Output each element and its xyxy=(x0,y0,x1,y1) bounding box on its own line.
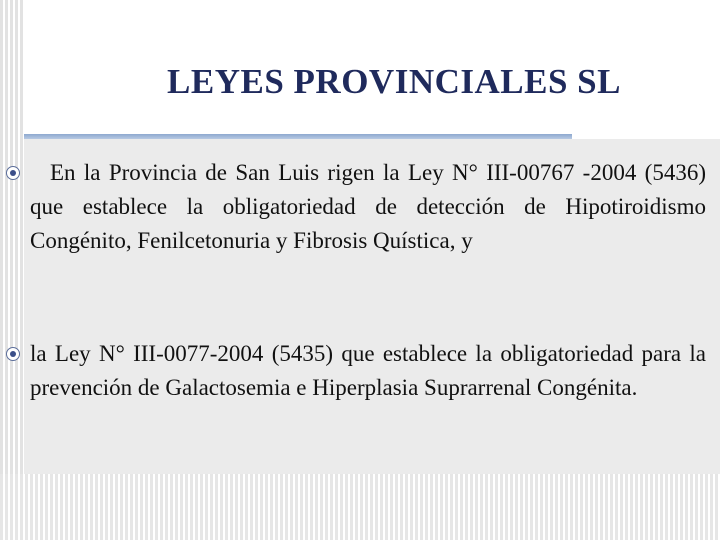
left-stripe-decoration xyxy=(0,0,24,540)
bottom-stripe-decoration xyxy=(0,474,720,540)
circle-bullet-icon xyxy=(6,347,20,361)
slide-title: LEYES PROVINCIALES SL xyxy=(167,62,621,101)
bullet-text-2: la Ley N° III-0077-2004 (5435) que establece la obligatoriedad para la prevención de Galactosemia e Hiperplasia Suprarrenal Congénita. xyxy=(30,341,706,400)
bullet-text-1: En la Provincia de San Luis rigen la Ley N° III-00767 -2004 (5436) que establece la obligatoriedad de detección de Hipotiroidismo Congénito, Fenilcetonuria y Fibrosis Quística, y xyxy=(30,160,706,253)
title-underline xyxy=(24,134,572,139)
circle-bullet-icon xyxy=(6,166,20,180)
title-area xyxy=(24,0,720,134)
